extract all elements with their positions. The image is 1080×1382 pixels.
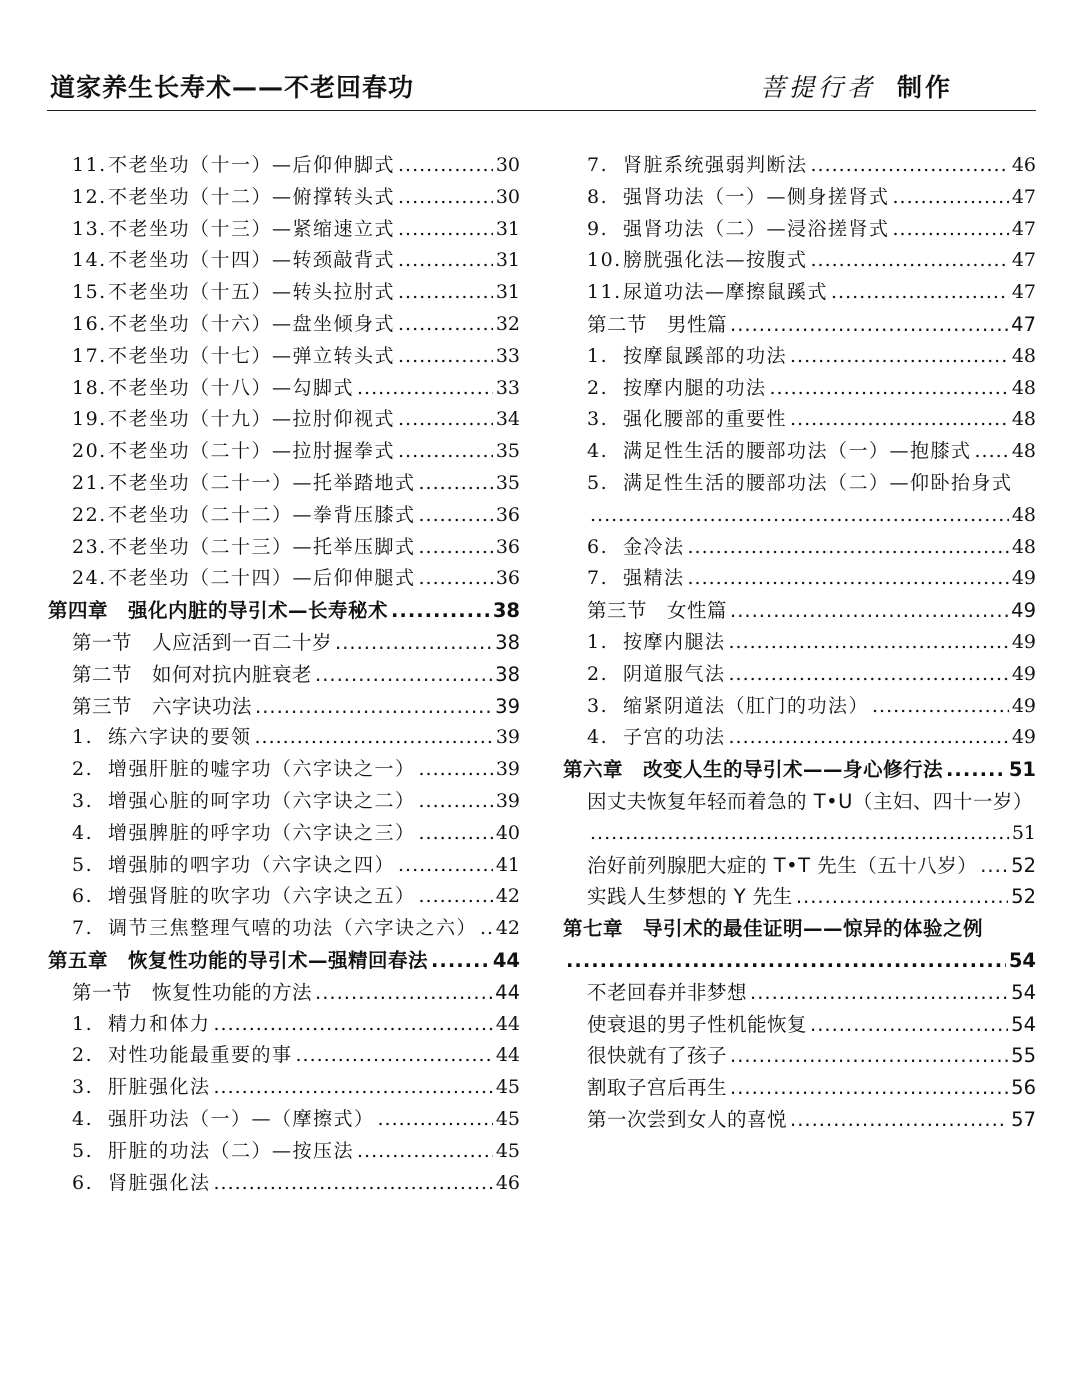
entry-title: 增强肝脏的嘘字功（六字诀之一） bbox=[108, 758, 416, 781]
entry-number: 21. bbox=[72, 471, 107, 494]
toc-entry[interactable] bbox=[48, 500, 520, 532]
page-number: 39 bbox=[495, 694, 520, 718]
page-number: 48 bbox=[1011, 503, 1036, 526]
entry-title: 缩紧阴道法（肛门的功法） bbox=[623, 694, 870, 717]
section-title: 第一节 恢复性功能的方法 bbox=[72, 980, 313, 1004]
toc-entry[interactable] bbox=[48, 881, 520, 913]
author-name: 菩提行者 bbox=[759, 73, 876, 102]
entry-number: 15. bbox=[72, 281, 107, 304]
chapter-title: 第七章 导引术的最佳证明——惊异的体验之例 bbox=[563, 917, 984, 941]
dot-leader bbox=[398, 245, 493, 277]
page-number: 42 bbox=[495, 885, 520, 908]
dot-leader bbox=[730, 595, 1008, 627]
page-number: 33 bbox=[495, 376, 520, 399]
page-number: 48 bbox=[1011, 440, 1036, 463]
dot-leader bbox=[872, 691, 1009, 723]
story-title: 很快就有了孩子 bbox=[587, 1044, 728, 1068]
dot-leader bbox=[796, 881, 1008, 913]
dot-leader bbox=[214, 1072, 493, 1104]
dot-leader bbox=[357, 373, 493, 405]
entry-title: 强精法 bbox=[623, 567, 685, 590]
page-number: 35 bbox=[495, 440, 520, 463]
entry-title: 增强肺的呬字功（六字诀之四） bbox=[108, 853, 396, 876]
toc-section[interactable] bbox=[563, 595, 1036, 627]
toc-entry[interactable] bbox=[563, 214, 1036, 246]
page-number: 47 bbox=[1011, 281, 1036, 304]
dot-leader bbox=[398, 850, 493, 882]
entry-number: 6. bbox=[587, 535, 609, 558]
toc-story[interactable] bbox=[563, 977, 1036, 1009]
dot-leader bbox=[729, 722, 1009, 754]
section-title: 第二节 如何对抗内脏衰老 bbox=[72, 662, 313, 686]
toc-entry[interactable] bbox=[563, 532, 1036, 564]
page-number: 46 bbox=[495, 1171, 520, 1194]
toc-entry-continuation[interactable] bbox=[563, 818, 1036, 850]
page-number: 31 bbox=[495, 249, 520, 272]
entry-number: 4. bbox=[72, 1107, 94, 1130]
dot-leader bbox=[255, 691, 492, 723]
entry-number: 8. bbox=[587, 185, 609, 208]
toc-entry[interactable] bbox=[48, 404, 520, 436]
dot-leader bbox=[296, 1040, 493, 1072]
page-number: 32 bbox=[495, 312, 520, 335]
entry-title: 强化腰部的重要性 bbox=[623, 408, 788, 431]
toc-entry[interactable] bbox=[563, 373, 1036, 405]
toc-story[interactable] bbox=[563, 1072, 1036, 1104]
entry-title: 肾脏系统强弱判断法 bbox=[623, 154, 808, 176]
toc-story[interactable] bbox=[563, 1104, 1036, 1136]
entry-title: 膀胱强化法—按腹式 bbox=[623, 249, 808, 272]
entry-number: 22. bbox=[72, 503, 107, 526]
page-number: 30 bbox=[495, 185, 520, 208]
toc-entry[interactable] bbox=[48, 818, 520, 850]
book-title: 道家养生长寿术——不老回春功 bbox=[50, 73, 415, 102]
toc-column-left bbox=[48, 150, 520, 1199]
dot-leader bbox=[419, 786, 493, 818]
toc-entry[interactable] bbox=[563, 277, 1036, 309]
entry-number: 2. bbox=[72, 758, 94, 781]
page-number: 36 bbox=[495, 535, 520, 558]
toc-entry[interactable] bbox=[48, 182, 520, 214]
entry-number: 24. bbox=[72, 567, 107, 590]
dot-leader bbox=[398, 182, 493, 214]
entry-number: 3. bbox=[587, 408, 609, 431]
entry-title: 按摩内腿法 bbox=[623, 630, 726, 653]
entry-number: 14. bbox=[72, 249, 107, 272]
dot-leader bbox=[946, 754, 1006, 786]
entry-title: 练六字诀的要领 bbox=[108, 726, 252, 749]
entry-title: 不老坐功（二十三）—托举压脚式 bbox=[108, 535, 416, 558]
dot-leader bbox=[419, 881, 493, 913]
entry-title: 增强肾脏的吹字功（六字诀之五） bbox=[108, 885, 416, 908]
page-number: 48 bbox=[1011, 408, 1036, 431]
story-title: 割取子宫后再生 bbox=[587, 1076, 728, 1100]
toc-story[interactable] bbox=[563, 786, 1036, 818]
entry-title: 不老坐功（二十四）—后仰伸腿式 bbox=[108, 567, 416, 590]
entry-number: 1. bbox=[587, 630, 609, 653]
dot-leader bbox=[378, 1104, 493, 1136]
page-number: 41 bbox=[495, 853, 520, 876]
page-number: 44 bbox=[495, 1012, 520, 1035]
page-number: 45 bbox=[495, 1107, 520, 1130]
page-header bbox=[47, 58, 1036, 111]
page-number: 49 bbox=[1011, 694, 1036, 717]
toc-chapter[interactable] bbox=[48, 595, 520, 627]
dot-leader bbox=[398, 150, 493, 182]
entry-title: 金冷法 bbox=[623, 535, 685, 558]
toc-chapter[interactable] bbox=[48, 945, 520, 977]
entry-number: 23. bbox=[72, 535, 107, 558]
page-number: 46 bbox=[1011, 154, 1036, 176]
dot-leader bbox=[315, 659, 492, 691]
toc-entry[interactable] bbox=[48, 373, 520, 405]
dot-leader bbox=[811, 245, 1009, 277]
entry-title: 不老坐功（二十）—拉肘握拳式 bbox=[108, 440, 396, 463]
entry-title: 不老坐功（十二）—俯撑转头式 bbox=[108, 185, 396, 208]
page-number: 49 bbox=[1011, 726, 1036, 749]
dot-leader bbox=[398, 277, 493, 309]
entry-title: 阴道服气法 bbox=[623, 662, 726, 685]
toc-entry[interactable] bbox=[48, 1104, 520, 1136]
entry-title: 强肝功法（一）—（摩擦式） bbox=[108, 1107, 375, 1130]
page-number: 44 bbox=[495, 980, 520, 1004]
toc-entry[interactable] bbox=[48, 245, 520, 277]
dot-leader bbox=[315, 977, 492, 1009]
entry-number: 20. bbox=[72, 440, 107, 463]
toc-entry[interactable] bbox=[563, 722, 1036, 754]
dot-leader bbox=[729, 627, 1009, 659]
toc-entry[interactable] bbox=[563, 182, 1036, 214]
page-number: 47 bbox=[1011, 217, 1036, 240]
toc-section[interactable] bbox=[48, 627, 520, 659]
entry-title: 不老坐功（二十二）—拳背压膝式 bbox=[108, 503, 416, 526]
page-number: 54 bbox=[1008, 948, 1036, 972]
page-number: 49 bbox=[1011, 630, 1036, 653]
section-title: 第一节 人应活到一百二十岁 bbox=[72, 630, 333, 654]
entry-title: 按摩鼠蹊部的功法 bbox=[623, 344, 788, 367]
dot-leader bbox=[419, 754, 493, 786]
entry-number: 11. bbox=[587, 281, 622, 304]
entry-title: 调节三焦整理气嘻的功法（六字诀之六） bbox=[108, 917, 478, 940]
entry-number: 13. bbox=[72, 217, 107, 240]
entry-title: 不老坐功（十八）—勾脚式 bbox=[108, 376, 355, 399]
toc-entry[interactable] bbox=[48, 436, 520, 468]
entry-title: 肝脏的功法（二）—按压法 bbox=[108, 1139, 355, 1162]
page-number: 42 bbox=[495, 917, 520, 940]
toc-entry[interactable] bbox=[48, 722, 520, 754]
page-number: 54 bbox=[1011, 980, 1036, 1004]
toc-entry[interactable] bbox=[563, 436, 1036, 468]
entry-number: 1. bbox=[587, 344, 609, 367]
page-number: 55 bbox=[1011, 1044, 1036, 1068]
entry-number: 7. bbox=[587, 567, 609, 590]
toc-entry[interactable] bbox=[563, 627, 1036, 659]
page-number: 54 bbox=[1011, 1012, 1036, 1036]
dot-leader bbox=[811, 150, 1009, 182]
toc-entry[interactable] bbox=[48, 1040, 520, 1072]
dot-leader bbox=[419, 468, 493, 500]
entry-number: 1. bbox=[72, 1012, 94, 1035]
chapter-title: 第五章 恢复性功能的导引术—强精回春法 bbox=[48, 948, 429, 972]
toc-chapter-continuation[interactable] bbox=[563, 945, 1036, 977]
dot-leader bbox=[590, 818, 1009, 850]
page-number: 38 bbox=[492, 599, 520, 623]
entry-title: 满足性生活的腰部功法（一）—抱膝式 bbox=[623, 440, 972, 463]
entry-title: 不老坐功（十一）—后仰伸脚式 bbox=[108, 154, 396, 176]
dot-leader bbox=[770, 373, 1009, 405]
entry-number: 3. bbox=[72, 1076, 94, 1099]
entry-number: 1. bbox=[72, 726, 94, 749]
page-number: 49 bbox=[1011, 662, 1036, 685]
entry-title: 满足性生活的腰部功法（二）—仰卧抬身式 bbox=[623, 471, 1013, 494]
entry-title: 肝脏强化法 bbox=[108, 1076, 211, 1099]
entry-number: 4. bbox=[72, 821, 94, 844]
entry-number: 3. bbox=[587, 694, 609, 717]
dot-leader bbox=[357, 1136, 493, 1168]
toc-entry[interactable] bbox=[48, 1009, 520, 1041]
toc-entry[interactable] bbox=[563, 563, 1036, 595]
toc-chapter[interactable] bbox=[563, 913, 1036, 945]
story-title: 因丈夫恢复年轻而着急的 T•U（主妇、四十一岁） bbox=[587, 789, 1033, 813]
toc-entry[interactable] bbox=[48, 913, 520, 945]
toc-entry[interactable] bbox=[48, 309, 520, 341]
toc-entry[interactable] bbox=[48, 150, 520, 182]
entry-number: 17. bbox=[72, 344, 107, 367]
dot-leader bbox=[255, 722, 493, 754]
page-number: 52 bbox=[1011, 853, 1036, 877]
toc-section[interactable] bbox=[48, 691, 520, 723]
entry-number: 18. bbox=[72, 376, 107, 399]
page-number: 34 bbox=[495, 408, 520, 431]
page-number: 48 bbox=[1011, 344, 1036, 367]
toc-entry[interactable] bbox=[48, 1072, 520, 1104]
dot-leader bbox=[790, 1104, 1008, 1136]
dot-leader bbox=[688, 532, 1009, 564]
dot-leader bbox=[790, 404, 1009, 436]
toc-entry[interactable] bbox=[48, 468, 520, 500]
toc-entry[interactable] bbox=[48, 563, 520, 595]
entry-number: 4. bbox=[587, 440, 609, 463]
dot-leader bbox=[398, 214, 493, 246]
toc-entry[interactable] bbox=[563, 150, 1036, 182]
toc-story[interactable] bbox=[563, 850, 1036, 882]
page-number: 48 bbox=[1011, 535, 1036, 558]
dot-leader bbox=[431, 945, 490, 977]
entry-number: 5. bbox=[72, 1139, 94, 1162]
entry-title: 子宫的功法 bbox=[623, 726, 726, 749]
entry-number: 16. bbox=[72, 312, 107, 335]
page-number: 57 bbox=[1011, 1107, 1036, 1131]
entry-number: 7. bbox=[72, 917, 94, 940]
story-title: 治好前列腺肥大症的 T•T 先生（五十八岁） bbox=[587, 853, 978, 877]
dot-leader bbox=[893, 214, 1009, 246]
dot-leader bbox=[975, 436, 1009, 468]
page-number: 30 bbox=[495, 154, 520, 176]
toc-entry[interactable] bbox=[48, 850, 520, 882]
page-number: 40 bbox=[495, 821, 520, 844]
story-title: 第一次尝到女人的喜悦 bbox=[587, 1107, 788, 1131]
page-number: 38 bbox=[495, 630, 520, 654]
toc-section[interactable] bbox=[48, 659, 520, 691]
chapter-title: 第六章 改变人生的导引术——身心修行法 bbox=[563, 758, 944, 782]
dot-leader bbox=[730, 309, 1008, 341]
dot-leader bbox=[750, 977, 1008, 1009]
made-by-label: 制作 bbox=[896, 73, 953, 102]
story-title: 使衰退的男子性机能恢复 bbox=[587, 1012, 808, 1036]
dot-leader bbox=[730, 1072, 1008, 1104]
entry-title: 不老坐功（十四）—转颈敲背式 bbox=[108, 249, 396, 272]
page-number: 36 bbox=[495, 567, 520, 590]
page-number: 45 bbox=[495, 1139, 520, 1162]
entry-title: 肾脏强化法 bbox=[108, 1171, 211, 1194]
toc-story[interactable] bbox=[563, 1009, 1036, 1041]
page-number: 51 bbox=[1011, 821, 1036, 844]
toc-section[interactable] bbox=[48, 977, 520, 1009]
toc-entry[interactable] bbox=[48, 532, 520, 564]
section-title: 第三节 女性篇 bbox=[587, 599, 728, 623]
entry-title: 强肾功法（二）—浸浴搓肾式 bbox=[623, 217, 890, 240]
entry-title: 不老坐功（十三）—紧缩速立式 bbox=[108, 217, 396, 240]
dot-leader bbox=[730, 1040, 1008, 1072]
dot-leader bbox=[893, 182, 1009, 214]
entry-number: 2. bbox=[587, 376, 609, 399]
toc-entry[interactable] bbox=[563, 404, 1036, 436]
entry-number: 11. bbox=[72, 154, 107, 176]
entry-number: 2. bbox=[72, 1044, 94, 1067]
toc-entry[interactable] bbox=[48, 1136, 520, 1168]
entry-number: 19. bbox=[72, 408, 107, 431]
page-number: 51 bbox=[1008, 758, 1036, 782]
page-number: 49 bbox=[1011, 567, 1036, 590]
entry-title: 不老坐功（二十一）—托举踏地式 bbox=[108, 471, 416, 494]
page-number: 35 bbox=[495, 471, 520, 494]
dot-leader bbox=[398, 436, 493, 468]
entry-number: 6. bbox=[72, 1171, 94, 1194]
entry-number: 3. bbox=[72, 789, 94, 812]
page-number: 36 bbox=[495, 503, 520, 526]
page-number: 39 bbox=[495, 758, 520, 781]
entry-number: 6. bbox=[72, 885, 94, 908]
dot-leader bbox=[419, 818, 493, 850]
toc-entry[interactable] bbox=[48, 786, 520, 818]
story-title: 实践人生梦想的 Y 先生 bbox=[587, 885, 793, 909]
entry-title: 尿道功法—摩擦鼠蹊式 bbox=[623, 281, 829, 304]
entry-number: 5. bbox=[587, 471, 609, 494]
entry-number: 10. bbox=[587, 249, 622, 272]
toc-entry-continuation[interactable] bbox=[563, 500, 1036, 532]
dot-leader bbox=[214, 1168, 493, 1200]
page-number: 56 bbox=[1011, 1076, 1036, 1100]
dot-leader bbox=[566, 945, 1006, 977]
entry-title: 不老坐功（十六）—盘坐倾身式 bbox=[108, 312, 396, 335]
chapter-title: 第四章 强化内脏的导引术—长寿秘术 bbox=[48, 599, 389, 623]
toc-story[interactable] bbox=[563, 881, 1036, 913]
toc-entry[interactable] bbox=[48, 214, 520, 246]
dot-leader bbox=[419, 500, 493, 532]
toc-entry[interactable] bbox=[563, 341, 1036, 373]
toc-entry[interactable] bbox=[563, 245, 1036, 277]
entry-title: 对性功能最重要的事 bbox=[108, 1044, 293, 1067]
toc-chapter[interactable] bbox=[563, 754, 1036, 786]
toc-entry[interactable] bbox=[563, 691, 1036, 723]
page-number: 31 bbox=[495, 217, 520, 240]
page-number: 47 bbox=[1011, 185, 1036, 208]
dot-leader bbox=[335, 627, 492, 659]
dot-leader bbox=[398, 404, 493, 436]
entry-number: 9. bbox=[587, 217, 609, 240]
dot-leader bbox=[419, 563, 493, 595]
dot-leader bbox=[391, 595, 490, 627]
dot-leader bbox=[419, 532, 493, 564]
story-title: 不老回春并非梦想 bbox=[587, 980, 748, 1004]
entry-title: 增强脾脏的呼字功（六字诀之三） bbox=[108, 821, 416, 844]
entry-number: 5. bbox=[72, 853, 94, 876]
dot-leader bbox=[790, 341, 1009, 373]
dot-leader bbox=[980, 850, 1008, 882]
page-number: 39 bbox=[495, 726, 520, 749]
entry-title: 不老坐功（十七）—弹立转头式 bbox=[108, 344, 396, 367]
entry-number: 4. bbox=[587, 726, 609, 749]
entry-title: 增强心脏的呵字功（六字诀之二） bbox=[108, 789, 416, 812]
dot-leader bbox=[398, 341, 493, 373]
page-number: 47 bbox=[1011, 249, 1036, 272]
toc-entry[interactable] bbox=[563, 468, 1036, 500]
page-number: 38 bbox=[495, 662, 520, 686]
dot-leader bbox=[831, 277, 1009, 309]
toc-entry[interactable] bbox=[48, 277, 520, 309]
page-number: 44 bbox=[492, 948, 520, 972]
dot-leader bbox=[688, 563, 1009, 595]
toc-story[interactable] bbox=[563, 1040, 1036, 1072]
toc-entry[interactable] bbox=[563, 659, 1036, 691]
entry-title: 强肾功法（一）—侧身搓肾式 bbox=[623, 185, 890, 208]
entry-number: 12. bbox=[72, 185, 107, 208]
entry-title: 不老坐功（十五）—转头拉肘式 bbox=[108, 281, 396, 304]
dot-leader bbox=[214, 1009, 493, 1041]
page-number: 33 bbox=[495, 344, 520, 367]
page-number: 47 bbox=[1011, 312, 1036, 336]
dot-leader bbox=[590, 500, 1009, 532]
dot-leader bbox=[398, 309, 493, 341]
page-number: 31 bbox=[495, 281, 520, 304]
page-number: 44 bbox=[495, 1044, 520, 1067]
entry-title: 精力和体力 bbox=[108, 1012, 211, 1035]
entry-title: 不老坐功（十九）—拉肘仰视式 bbox=[108, 408, 396, 431]
toc-section[interactable] bbox=[563, 309, 1036, 341]
section-title: 第三节 六字诀功法 bbox=[72, 694, 253, 718]
dot-leader bbox=[480, 913, 493, 945]
toc-column-right bbox=[563, 150, 1036, 1136]
toc-entry[interactable] bbox=[48, 754, 520, 786]
page-number: 45 bbox=[495, 1076, 520, 1099]
toc-entry[interactable] bbox=[48, 341, 520, 373]
toc-entry[interactable] bbox=[48, 1168, 520, 1200]
dot-leader bbox=[729, 659, 1009, 691]
entry-title: 按摩内腿的功法 bbox=[623, 376, 767, 399]
page-number: 52 bbox=[1011, 885, 1036, 909]
entry-number: 7. bbox=[587, 154, 609, 176]
entry-number: 2. bbox=[587, 662, 609, 685]
page-number: 48 bbox=[1011, 376, 1036, 399]
page-number: 39 bbox=[495, 789, 520, 812]
section-title: 第二节 男性篇 bbox=[587, 312, 728, 336]
dot-leader bbox=[810, 1009, 1008, 1041]
page-number: 49 bbox=[1011, 599, 1036, 623]
